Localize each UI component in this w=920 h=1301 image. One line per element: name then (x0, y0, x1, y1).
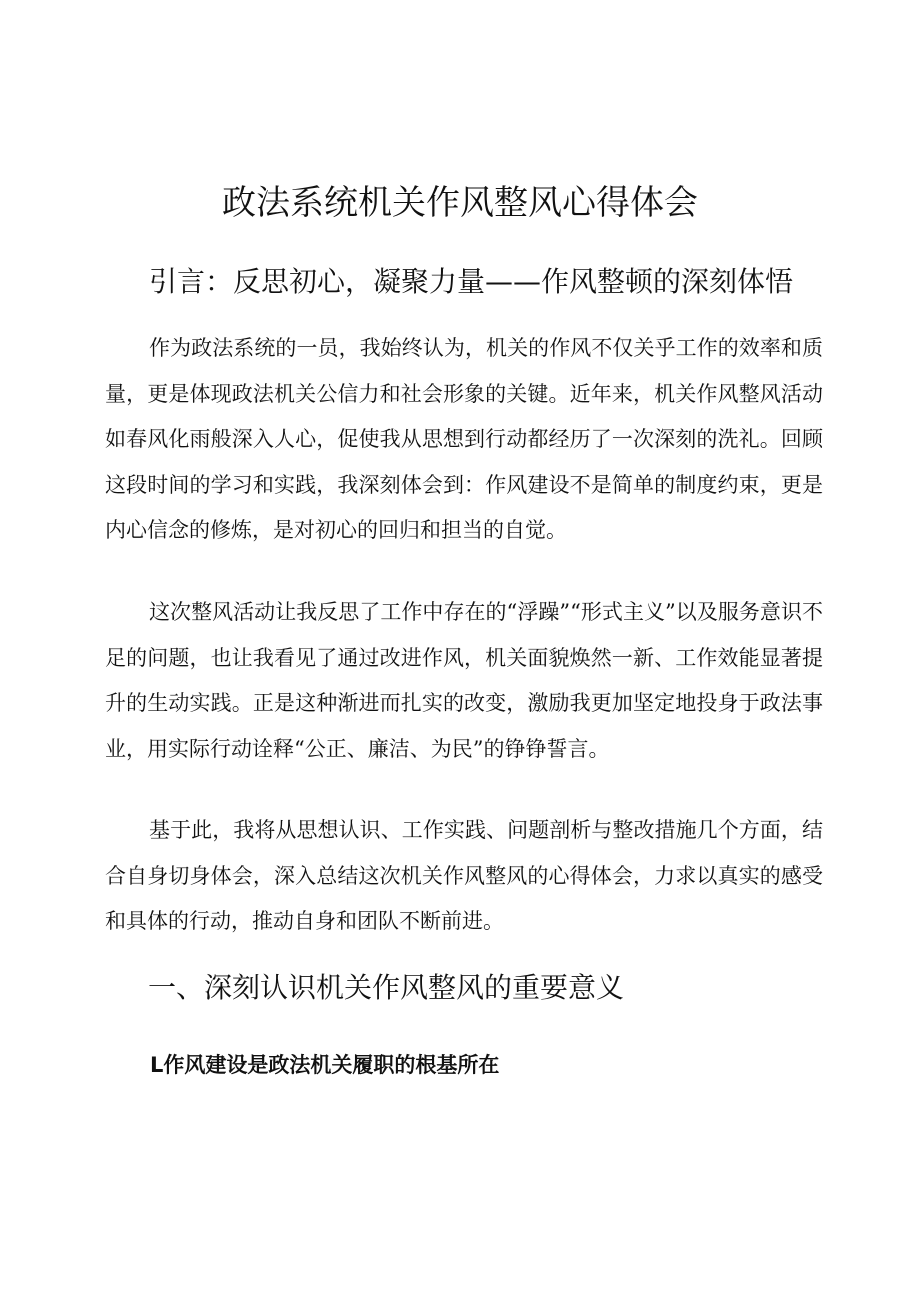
document-subtitle: 引言：反思初心，凝聚力量——作风整顿的深刻体悟 (149, 265, 794, 298)
document-title: 政法系统机关作风整风心得体会 (222, 183, 698, 223)
paragraph-intro-1: 作为政法系统的一员，我始终认为，机关的作风不仅关乎工作的效率和质量，更是体现政法机关公信力和社会形象的关键。近年来，机关作风整风活动如春风化雨般深入人心，促使我从思想到行动都经历了一次深刻的洗礼。回顾这段时间的学习和实践，我深刻体会到：作风建设不是简单的制度约束，更是内心信念的修炼，是对初心的回归和担当的自觉。 (105, 336, 823, 542)
subsection-heading: L作风建设是政法机关履职的根基所在 (150, 1053, 500, 1077)
section-heading: 一、深刻认识机关作风整风的重要意义 (148, 971, 625, 1004)
paragraph-intro-3: 基于此，我将从思想认识、工作实践、问题剖析与整改措施几个方面，结合自身切身体会，深入总结这次机关作风整风的心得体会，力求以真实的感受和具体的行动，推动自身和团队不断前进。 (105, 818, 823, 933)
paragraph-intro-2: 这次整风活动让我反思了工作中存在的“浮躁”“形式主义”以及服务意识不足的问题，也让我看见了通过改进作风，机关面貌焕然一新、工作效能显著提升的生动实践。正是这种渐进而扎实的改变，激励我更加坚定地投身于政法事业，用实际行动诠释“公正、廉洁、为民”的铮铮誓言。 (105, 600, 823, 761)
